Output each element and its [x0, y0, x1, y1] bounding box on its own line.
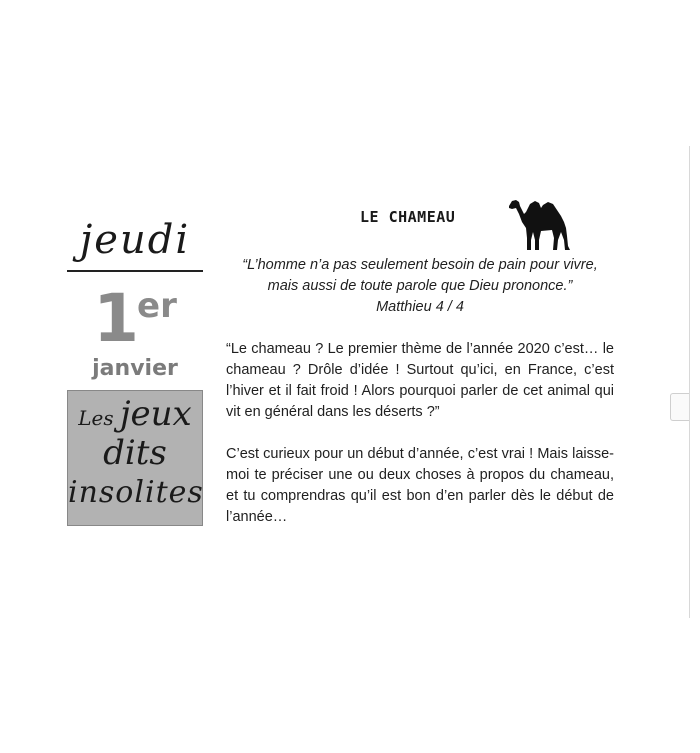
- badge-word-les: Les: [78, 406, 114, 430]
- camel-icon: [506, 196, 574, 252]
- badge-line-3: insolites: [68, 475, 204, 510]
- month-label: janvier: [92, 356, 178, 381]
- date-day-number: 1: [93, 280, 136, 357]
- paragraph-1: “Le chameau ? Le premier thème de l’année 2020 c’est… le chameau ? Drôle d’idée ! Surtout qu’ici, en France, c’est l’hiver et il fait froid ! Alors pourquoi parler de cet animal qui vit en général dans les déserts ?”: [226, 341, 614, 420]
- paragraph-2: C’est curieux pour un début d’année, c’est vrai ! Mais laisse-moi te préciser une ou deux choses à propos du chameau, et tu comprendras qu’il est bon d’en parler dès le début de l’année…: [226, 446, 614, 525]
- page-edge-divider: [689, 146, 690, 618]
- date-suffix: er: [137, 286, 177, 326]
- badge-word-jeux: jeux: [120, 394, 192, 434]
- badge-line-1: [68, 391, 202, 433]
- side-tab-handle[interactable]: [670, 393, 689, 421]
- article-title: LE CHAMEAU: [360, 208, 456, 226]
- article-body: [226, 339, 614, 549]
- quote-reference: Matthieu 4 / 4: [376, 299, 464, 315]
- calendar-column: [67, 212, 203, 526]
- article-header: [360, 196, 620, 256]
- date-number: [67, 280, 203, 357]
- day-label: jeudi: [67, 212, 203, 272]
- quote-text: “L’homme n’a pas seulement besoin de pain pour vivre, mais aussi de toute parole que Dieu prononce.”: [242, 257, 598, 294]
- badge-line-2: dits: [103, 433, 167, 473]
- scripture-quote: [226, 255, 614, 318]
- series-badge: [67, 390, 203, 526]
